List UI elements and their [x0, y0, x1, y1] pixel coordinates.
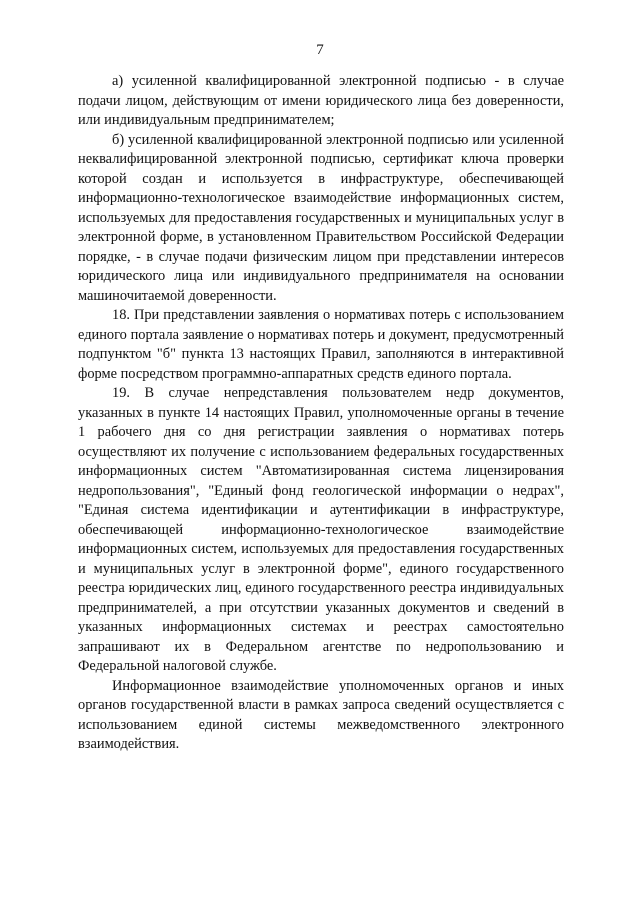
paragraph-subpoint-b: б) усиленной квалифицированной электронной подписью или усиленной неквалифицированной электронной подписью, сертификат ключа проверки которой создан и используется в инфраструктуре, обеспечивающей информационно-технологическое взаимодействие информационных систем, используемых для предоставления государственных и муниципальных услуг в электронной форме, в установленном Правительством Российской Федерации порядке, - в случае подачи физическим лицом при представлении интересов юридического лица или индивидуального предпринимателя на основании машиночитаемой доверенности.	[78, 131, 564, 304]
page-number: 7	[316, 42, 324, 58]
paragraph-subpoint-a: а) усиленной квалифицированной электронной подписью - в случае подачи лицом, действующим от имени юридического лица без доверенности, или индивидуальным предпринимателем;	[78, 73, 564, 128]
document-body	[78, 72, 564, 755]
paragraph-clause-19: 19. В случае непредставления пользователем недр документов, указанных в пункте 14 настоящих Правил, уполномоченные органы в течение 1 рабочего дня со дня регистрации заявления о нормативах потерь осуществляют их получение с использованием федеральных государственных информационных систем "Автоматизированная система лицензирования недропользования", "Единый фонд геологической информации о недрах", "Единая система идентификации и аутентификации в инфраструктуре, обеспечивающей информационно-технологическое взаимодействие информационных систем, используемых для предоставления государственных и муниципальных услуг в электронной форме", единого государственного реестра юридических лиц, единого государственного реестра индивидуальных предпринимателей, а при отсутствии указанных документов и сведений в указанных информационных системах и реестрах самостоятельно запрашивают их в Федеральном агентстве по недропользованию и Федеральной налоговой службе.	[78, 385, 564, 674]
paragraph-clause-18: 18. При представлении заявления о нормативах потерь с использованием единого портала заявление о нормативах потерь и документ, предусмотренный подпунктом "б" пункта 13 настоящих Правил, заполняются в интерактивной форме посредством программно-аппаратных средств единого портала.	[78, 307, 564, 382]
paragraph-interaction: Информационное взаимодействие уполномоченных органов и иных органов государственной власти в рамках запроса сведений осуществляется с использованием единой системы межведомственного электронного взаимодействия.	[78, 677, 564, 752]
